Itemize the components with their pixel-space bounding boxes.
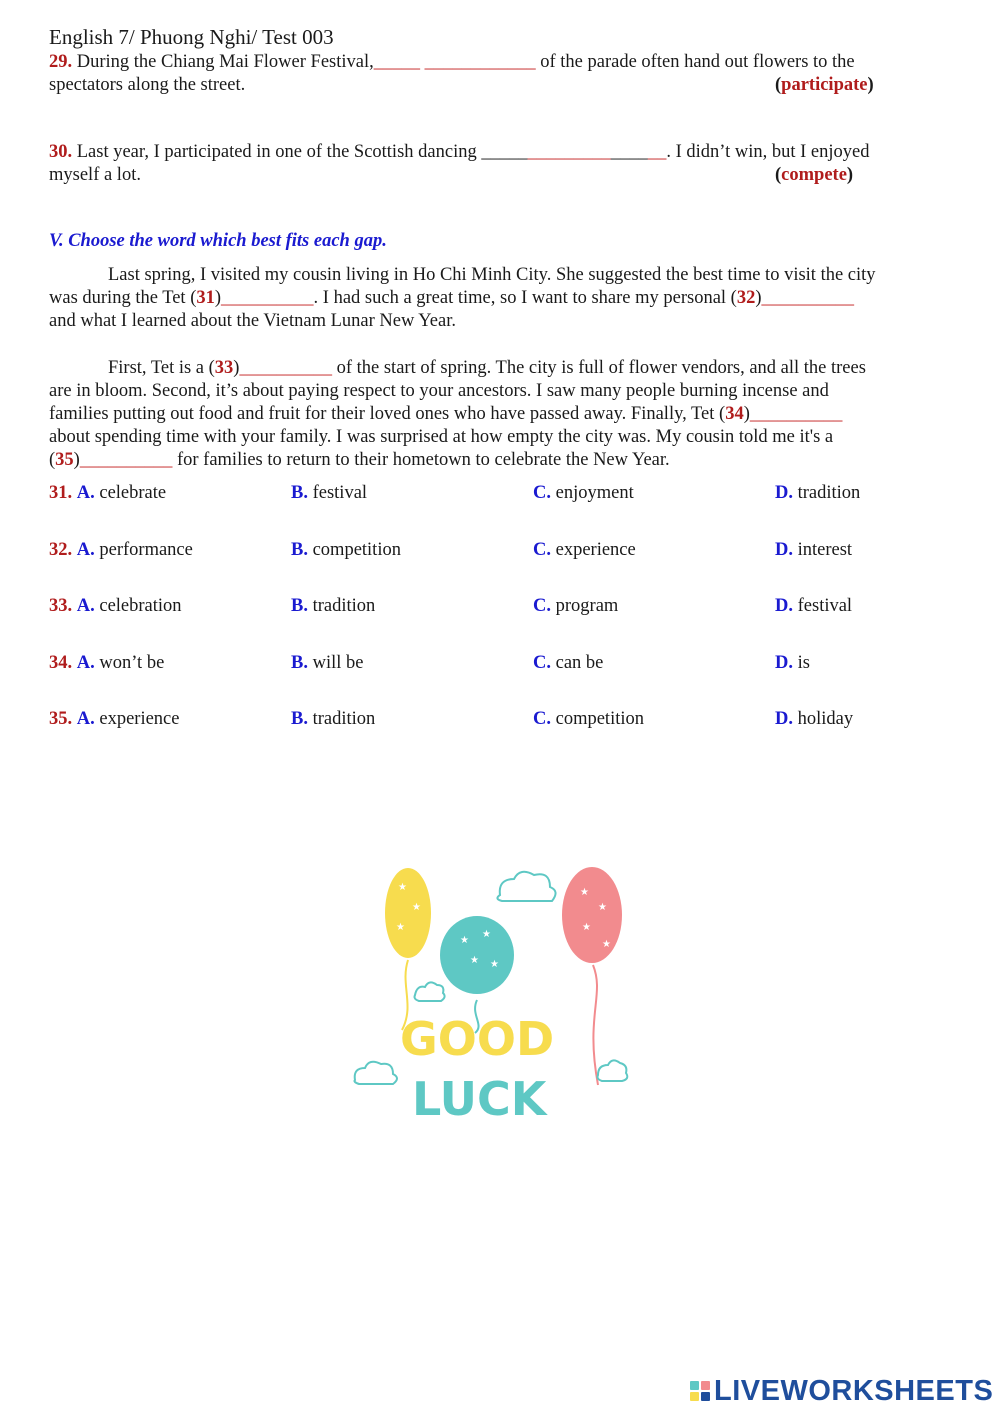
choice-option[interactable]: B. will be (291, 653, 364, 673)
gap-number: 32 (736, 288, 756, 308)
svg-text:★: ★ (398, 882, 407, 893)
choice-option[interactable]: 31. A. celebrate (49, 483, 167, 503)
choice-option[interactable]: B. festival (291, 483, 368, 503)
choice-option[interactable]: 32. A. performance (49, 540, 193, 560)
svg-text:★: ★ (490, 959, 499, 970)
question-29-hint: (participate) (775, 75, 874, 95)
svg-text:★: ★ (582, 922, 591, 933)
choice-option[interactable]: C. can be (533, 653, 604, 673)
passage-line: about spending time with your family. I was surprised at how empty the city was. My cousin told me it's a (49, 427, 834, 447)
passage-line: and what I learned about the Vietnam Lunar New Year. (49, 311, 456, 331)
question-30-line1 (49, 141, 869, 164)
pink-balloon (562, 867, 622, 963)
svg-text:★: ★ (412, 902, 421, 913)
good-text (400, 1012, 554, 1066)
yellow-balloon (385, 868, 431, 958)
question-number: 30. (49, 142, 73, 162)
question-29-line2 (49, 74, 245, 97)
passage-line: was during the Tet (31)__________. I had such a great time, so I want to share my personal (32)__________ (49, 288, 855, 308)
choice-option[interactable]: D. holiday (775, 709, 854, 729)
passage-line: (35)__________ for families to return to their hometown to celebrate the New Year. (49, 450, 670, 470)
svg-text:LUCK: LUCK (412, 1072, 547, 1126)
passage-line: are in bloom. Second, it’s about paying respect to your ancestors. I saw many people burning incense and (49, 381, 829, 401)
liveworksheets-logo[interactable] (690, 1374, 993, 1408)
choice-option[interactable]: D. tradition (775, 483, 861, 503)
question-text: myself a lot. (49, 165, 141, 185)
gap-number: 34 (725, 404, 744, 424)
page-header (49, 26, 334, 49)
gap-blank[interactable]: __________ (221, 288, 314, 308)
svg-text:★: ★ (460, 935, 469, 946)
balloon-string (593, 965, 598, 1085)
good-luck-illustration (340, 855, 640, 1135)
choice-option[interactable]: 35. A. experience (49, 709, 180, 729)
gap-blank[interactable]: __________ (761, 288, 855, 308)
choice-option[interactable]: C. experience (533, 540, 636, 560)
logo-text: LIVEWORKSHEETS (714, 1374, 994, 1407)
svg-text:★: ★ (602, 939, 611, 950)
passage-line: First, Tet is a (33)__________ of the start of spring. The city is full of flower vendors, and all the trees (108, 358, 866, 378)
question-30-hint: (compete) (775, 165, 854, 185)
header-title: English 7/ Phuong Nghi/ Test 003 (49, 25, 334, 49)
answer-blank[interactable]: _____ (373, 52, 425, 72)
svg-text:★: ★ (482, 929, 491, 940)
answer-blank[interactable]: ____________ (424, 52, 536, 72)
question-30-line2 (49, 164, 141, 187)
choice-option[interactable]: D. is (775, 653, 810, 673)
svg-text:★: ★ (470, 955, 479, 966)
question-text: . I didn’t win, but I enjoyed (666, 142, 870, 162)
answer-blank[interactable]: __ (647, 142, 667, 162)
luck-text (412, 1072, 549, 1126)
choice-option[interactable]: 33. A. celebration (49, 596, 182, 616)
svg-text:★: ★ (396, 922, 405, 933)
gap-blank[interactable]: __________ (749, 404, 843, 424)
passage-line: families putting out food and fruit for their loved ones who have passed away. Finally, Tet (34)__________ (49, 404, 843, 424)
section-title: V. Choose the word which best fits each gap. (49, 231, 387, 251)
choice-option[interactable]: B. competition (291, 540, 401, 560)
answer-blank[interactable]: _________ (527, 142, 611, 162)
question-text: During the Chiang Mai Flower Festival, (72, 52, 374, 72)
svg-text:★: ★ (598, 902, 607, 913)
choice-option[interactable]: C. program (533, 596, 619, 616)
choice-option[interactable]: 34. A. won’t be (49, 653, 165, 673)
choice-option[interactable]: B. tradition (291, 596, 376, 616)
logo-icon (690, 1381, 710, 1401)
svg-text:GOOD: GOOD (400, 1012, 555, 1066)
gap-blank[interactable]: __________ (79, 450, 173, 470)
answer-blank[interactable]: _____ (481, 142, 528, 162)
hint-word: compete (781, 165, 847, 185)
answer-blank[interactable]: ____ (610, 142, 648, 162)
question-text: spectators along the street. (49, 75, 246, 95)
svg-text:★: ★ (580, 887, 589, 898)
choice-option[interactable]: D. interest (775, 540, 853, 560)
question-text: Last year, I participated in one of the Scottish dancing (72, 142, 482, 162)
question-number: 29. (49, 52, 73, 72)
gap-blank[interactable]: __________ (239, 358, 332, 378)
choice-option[interactable]: C. competition (533, 709, 644, 729)
hint-word: participate (781, 75, 868, 95)
passage-line: Last spring, I visited my cousin living in Ho Chi Minh City. She suggested the best time to visit the city (108, 265, 876, 285)
gap-number: 31 (196, 288, 215, 308)
choice-option[interactable]: D. festival (775, 596, 853, 616)
gap-number: 33 (214, 358, 234, 378)
question-29-line1 (49, 51, 855, 74)
choice-option[interactable]: C. enjoyment (533, 483, 634, 503)
gap-number: 35 (55, 450, 74, 470)
choice-option[interactable]: B. tradition (291, 709, 376, 729)
question-text: of the parade often hand out flowers to the (535, 52, 855, 72)
